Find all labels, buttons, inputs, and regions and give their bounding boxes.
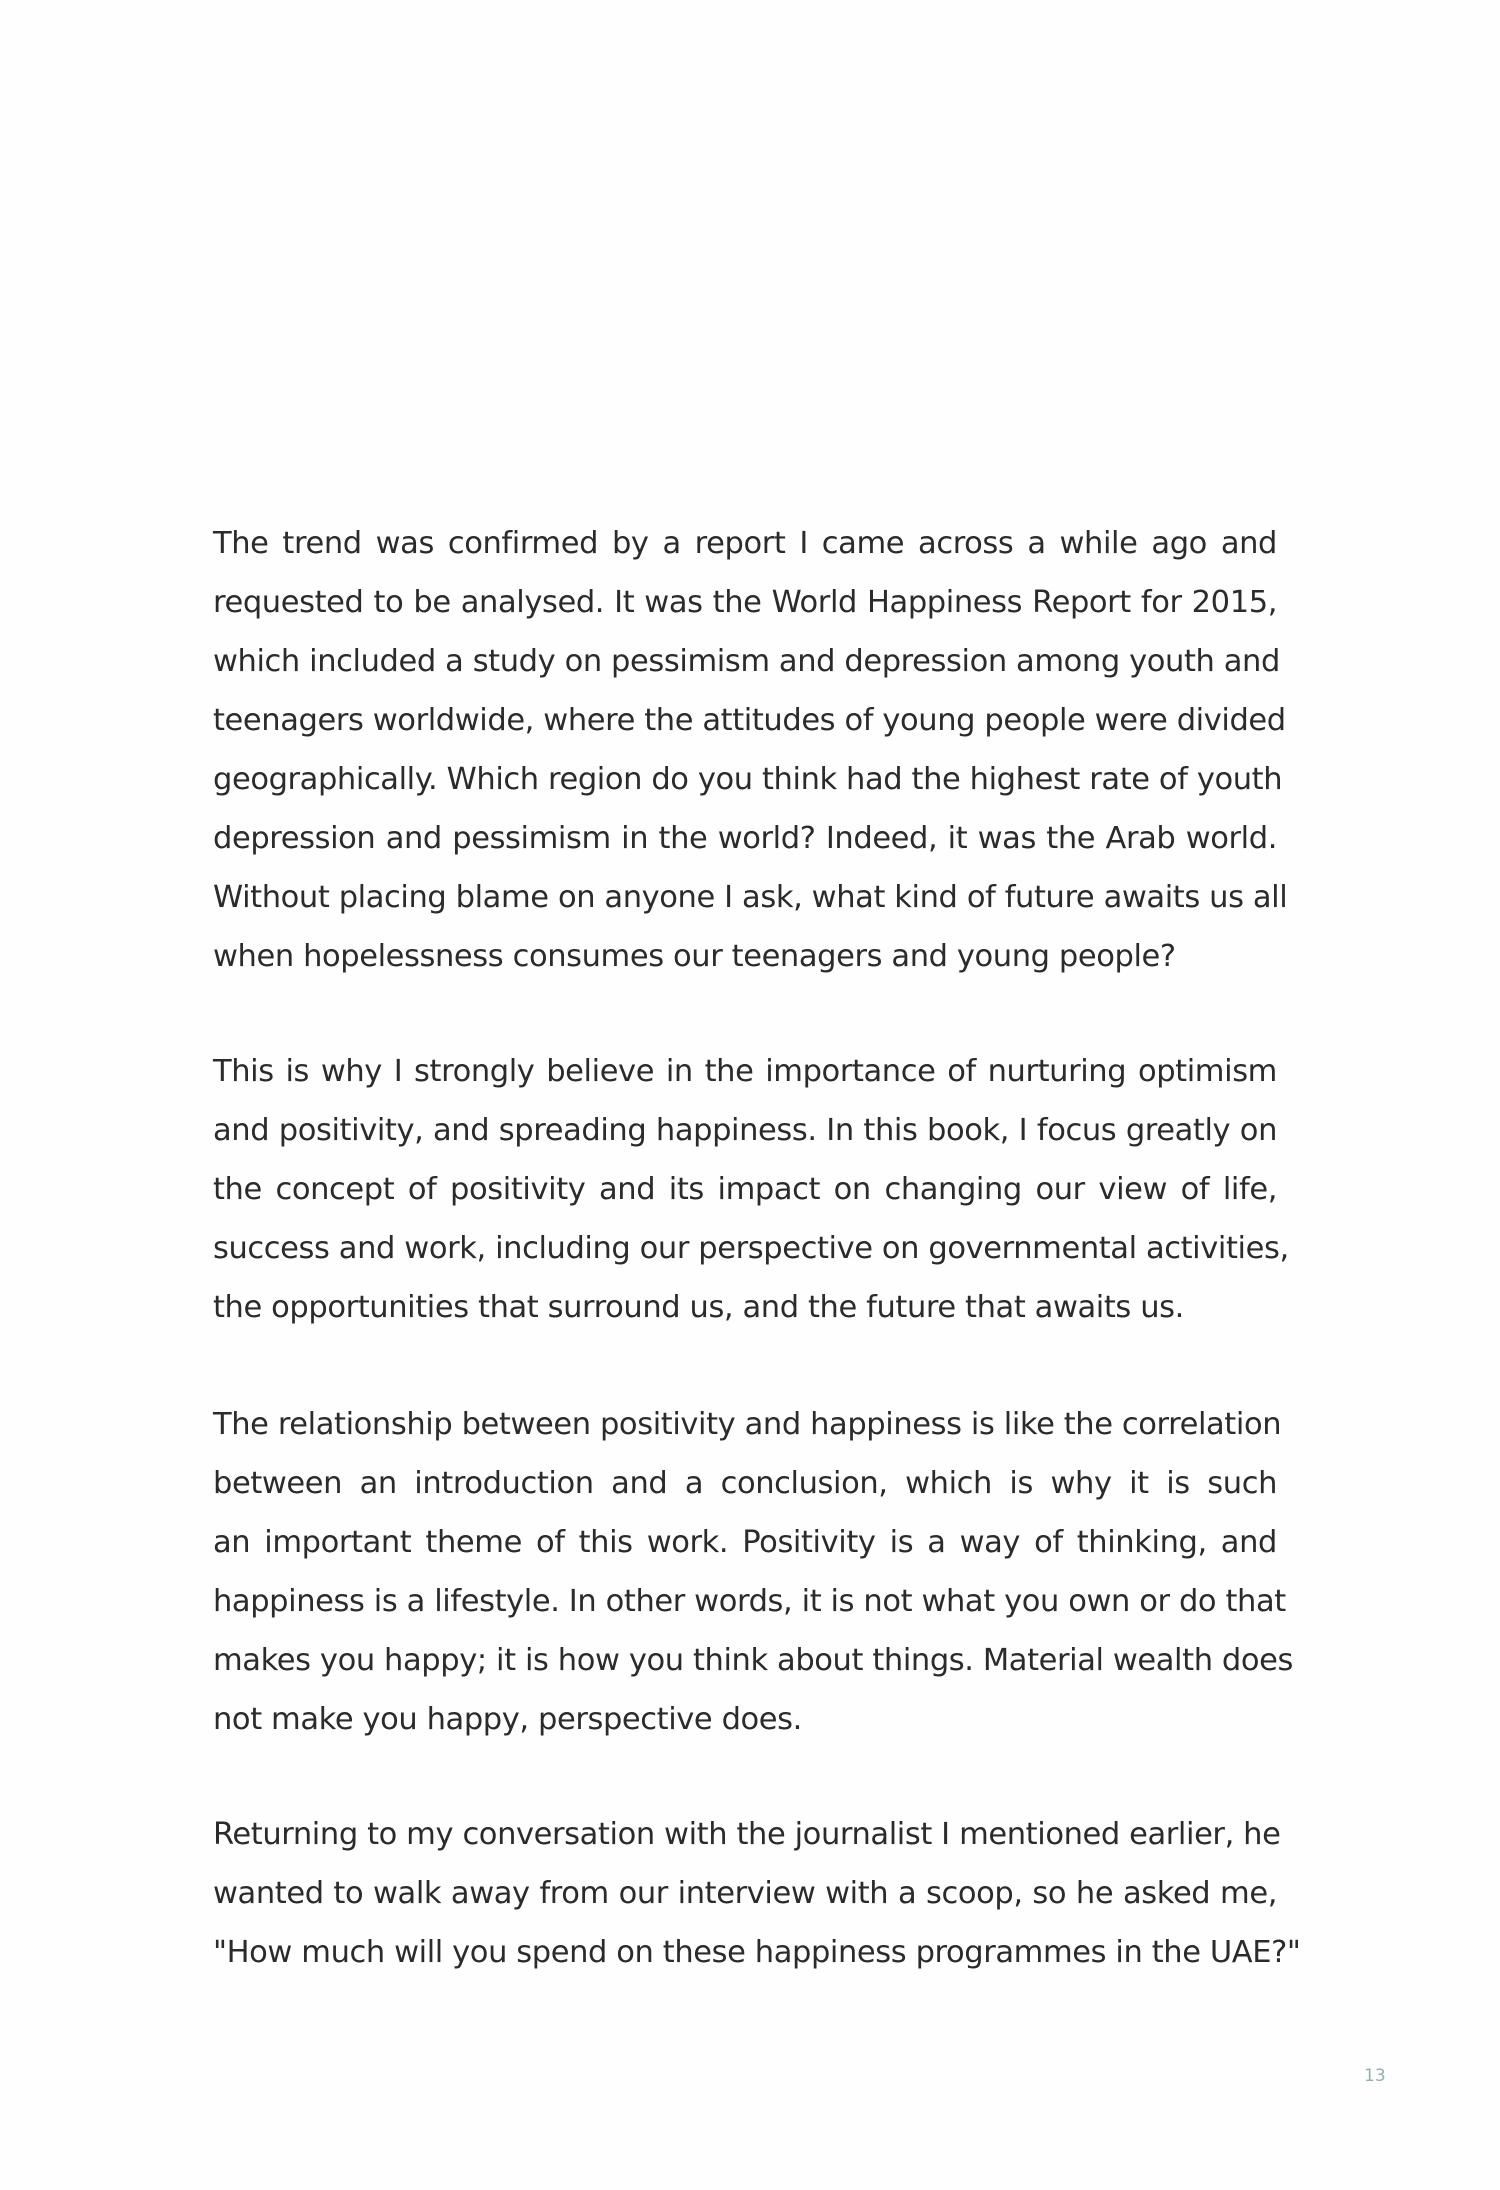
text-line: Returning to my conversation with the journalist I mentioned earlier, he [213, 1817, 1281, 1852]
text-line: requested to be analysed. It was the World Happiness Report for 2015, [213, 585, 1277, 620]
text-line: which included a study on pessimism and depression among youth and [213, 644, 1280, 679]
paragraph-positivity-happiness-relationship [213, 1395, 1293, 1749]
text-line: success and work, including our perspective on governmental activities, [213, 1231, 1289, 1266]
text-line: not make you happy, perspective does. [213, 1702, 802, 1737]
text-line: the concept of positivity and its impact on changing our view of life, [213, 1172, 1277, 1207]
text-line: makes you happy; it is how you think about things. Material wealth does [213, 1643, 1293, 1678]
text-line: between an introduction and a conclusion, which is why it is such [213, 1466, 1277, 1501]
text-line: when hopelessness consumes our teenagers and young people? [213, 939, 1176, 974]
text-line: This is why I strongly believe in the importance of nurturing optimism [213, 1054, 1277, 1089]
text-line: "How much will you spend on these happiness programmes in the UAE?" [213, 1935, 1301, 1970]
paragraph-optimism-positivity [213, 1042, 1289, 1337]
text-line: The trend was confirmed by a report I came across a while ago and [213, 526, 1277, 561]
text-line: depression and pessimism in the world? Indeed, it was the Arab world. [213, 821, 1277, 856]
text-line: geographically. Which region do you think had the highest rate of youth [213, 762, 1283, 797]
text-line: an important theme of this work. Positivity is a way of thinking, and [213, 1525, 1277, 1560]
paragraph-journalist-conversation [213, 1805, 1301, 1982]
text-line: The relationship between positivity and happiness is like the correlation [213, 1407, 1282, 1442]
text-line: the opportunities that surround us, and the future that awaits us. [213, 1290, 1184, 1325]
text-line: teenagers worldwide, where the attitudes of young people were divided [213, 703, 1286, 738]
text-line: and positivity, and spreading happiness. In this book, I focus greatly on [213, 1113, 1277, 1148]
text-line: wanted to walk away from our interview with a scoop, so he asked me, [213, 1876, 1277, 1911]
paragraph-world-happiness-report [213, 514, 1288, 986]
text-line: Without placing blame on anyone I ask, what kind of future awaits us all [213, 880, 1288, 915]
text-line: happiness is a lifestyle. In other words, it is not what you own or do that [213, 1584, 1286, 1619]
page-number: 13 [1364, 2066, 1386, 2086]
